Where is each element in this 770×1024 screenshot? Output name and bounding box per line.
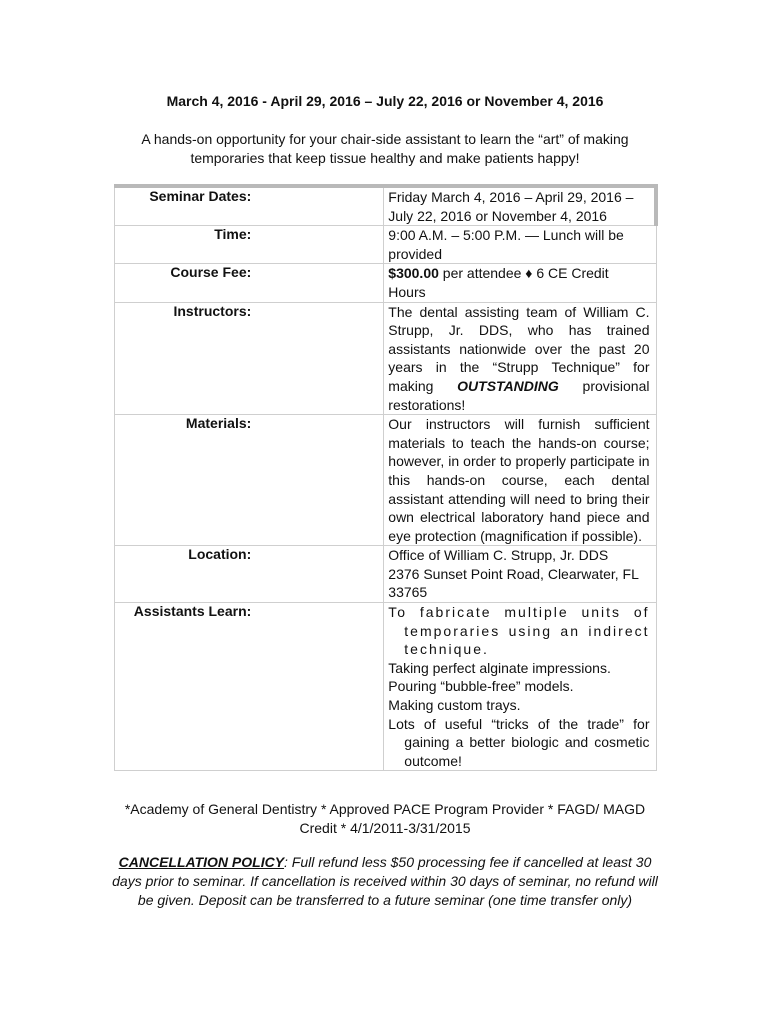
course-fee-price: $300.00 [388,265,439,282]
list-item: Taking perfect alginate impressions. [388,659,611,676]
accreditation-line: *Academy of General Dentistry * Approved PACE Program Provider * FAGD/ MAGD Credit * 4/1/2011-3/31/2015 [124,801,646,836]
seminar-details-table [114,184,658,771]
location-value [384,546,656,603]
instructors-text-after: provisional restorations! [388,377,650,413]
row-assistants-learn [115,603,657,771]
instructors-emphasis: OUTSTANDING [457,377,559,394]
course-fee-details: per attendee ♦ 6 CE Credit Hours [388,265,609,300]
row-course-fee [115,264,657,302]
row-time [115,226,657,264]
row-materials [115,415,657,546]
materials-value: Our instructors will furnish sufficient materials to teach the hands-on course; however, in order to properly participate in this hands-on course, each dental assistant attending will need to bring their own electrical laboratory hand piece and eye protection (magnification if possible). [384,415,656,546]
location-line-1: Office of William C. Strupp, Jr. DDS [388,547,609,564]
cancellation-policy [108,853,662,910]
time-label: Time: [115,226,384,264]
list-item: Pouring “bubble-free” models. [388,678,574,695]
instructors-label: Instructors: [115,302,384,415]
cancellation-policy-text: : Full refund less $50 processing fee if cancelled at least 30 days prior to seminar. If cancellation is received within 30 days of seminar, no refund will be given. Deposit can be transferred to a future seminar (one time transfer only) [112,854,658,908]
row-location [115,546,657,603]
list-item: Making custom trays. [388,697,521,714]
location-line-2: 2376 Sunset Point Road, Clearwater, FL 33765 [388,565,639,601]
materials-label: Materials: [115,415,384,546]
course-fee-value [384,264,656,302]
row-seminar-dates [115,186,657,226]
seminar-dates-label: Seminar Dates: [115,186,384,226]
cancellation-policy-label: CANCELLATION POLICY [118,854,285,870]
seminar-dates-heading: March 4, 2016 - April 29, 2016 – July 22, 2016 or November 4, 2016 [166,93,604,109]
time-value: 9:00 A.M. – 5:00 P.M. — Lunch will be provided [384,226,656,264]
instructors-value [384,302,656,415]
intro-text: A hands-on opportunity for your chair-side assistant to learn the “art” of making temporaries that keep tissue healthy and make patients happy! [141,131,629,166]
instructors-text-before: The dental assisting team of William C. Strupp, Jr. DDS, who has trained assistants nationwide over the past 20 years in the “Strupp Technique” for making [388,303,650,394]
seminar-dates-value: Friday March 4, 2016 – April 29, 2016 – July 22, 2016 or November 4, 2016 [384,186,656,226]
list-item: Lots of useful “tricks of the trade” for gaining a better biologic and cosmetic outcome! [388,715,650,769]
assistants-learn-value [384,603,656,771]
location-label: Location: [115,546,384,603]
course-fee-label: Course Fee: [115,264,384,302]
list-item: To fabricate multiple units of temporaries using an indirect technique. [388,604,650,658]
assistants-learn-label: Assistants Learn: [115,603,384,771]
row-instructors [115,302,657,415]
